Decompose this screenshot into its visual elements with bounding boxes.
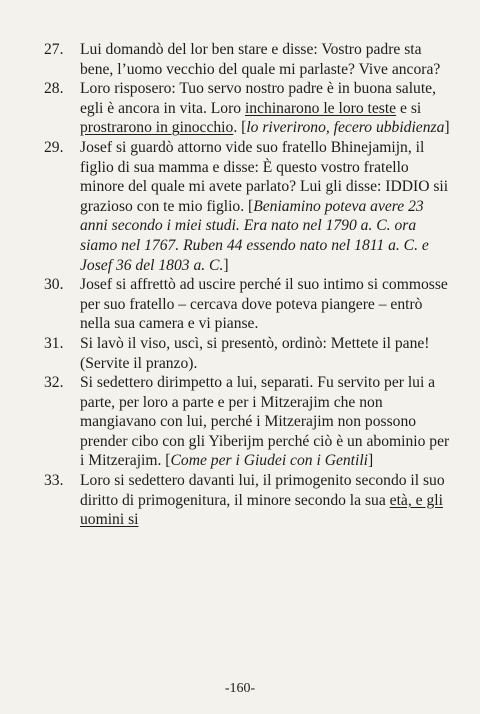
verse-30 <box>44 275 454 334</box>
verse-number: 28. <box>44 80 64 98</box>
verse-text: Loro si sedettero davanti lui, il primogenito secondo il suo diritto di primogenitura, il minore secondo la sua <box>80 472 445 509</box>
page-number: -160- <box>224 681 256 696</box>
verse-29 <box>44 138 454 275</box>
verse-underlined-text: inchinarono le loro teste <box>244 99 397 117</box>
verse-text: Loro risposero: Tuo servo nostro padre è in buona salute, egli è ancora in vita. Loro <box>80 80 437 117</box>
verse-text: Lui domandò del lor ben stare e disse: Vostro padre sta bene, l’uomo vecchio del quale mi parlaste? Vive ancora? <box>80 41 441 78</box>
verse-commentary: Come per i Giudei con i Gentili <box>170 452 369 470</box>
verse-number: 30. <box>44 276 64 294</box>
verse-commentary: lo riverirono, fecero ubbidienza <box>246 119 445 137</box>
verse-28 <box>44 79 454 138</box>
verse-number: 32. <box>44 374 64 392</box>
verse-text: ] <box>368 452 374 470</box>
verse-number: 27. <box>44 41 64 58</box>
verse-list <box>44 40 454 530</box>
verse-32 <box>44 373 454 471</box>
verse-text: Josef si guardò attorno vide suo fratello Bhinejamijn, il figlio di sua mamma e disse: È questo vostro fratello minore del quale mi avete parlato? Lui gli disse: IDDIO sii grazioso con te mio figlio. [ <box>80 138 449 215</box>
verse-text: Si lavò il viso, uscì, si presentò, ordinò: Mettete il pane! (Servite il pranzo). <box>80 334 430 372</box>
verse-commentary: Beniamino poteva avere 23 anni secondo i miei studi. Era nato nel 1790 a. C. ora siamo nel 1767. Ruben 44 essendo nato nel 1811 a. C. e Josef 36 del 1803 a. C. <box>80 197 429 274</box>
verse-27 <box>44 40 454 79</box>
verse-text: ] <box>223 256 229 274</box>
verse-text: . [ <box>233 119 247 137</box>
verse-underlined-text: età, e gli uomini si <box>80 491 443 529</box>
verse-text: ] <box>444 119 450 137</box>
verse-33 <box>44 471 454 530</box>
verse-number: 33. <box>44 472 64 490</box>
verse-underlined-text: prostrarono in ginocchio <box>80 119 234 137</box>
verse-text: Josef si affrettò ad uscire perché il suo intimo si commosse per suo fratello – cercava dove poteva piangere – entrò nella sua camera e vi pianse. <box>80 276 448 333</box>
verse-text: Si sedettero dirimpetto a lui, separati. Fu servito per lui a parte, per loro a parte e per i Mitzerajim che non mangiavano con lui, perché i Mitzerajim non possono prender cibo con gli Yiberijm perché ciò è un abominio per i Mitzerajim. [ <box>80 374 450 470</box>
verse-number: 29. <box>44 138 64 156</box>
verse-31 <box>44 334 454 373</box>
verse-text: e si <box>396 99 422 117</box>
verse-number: 31. <box>44 334 64 352</box>
